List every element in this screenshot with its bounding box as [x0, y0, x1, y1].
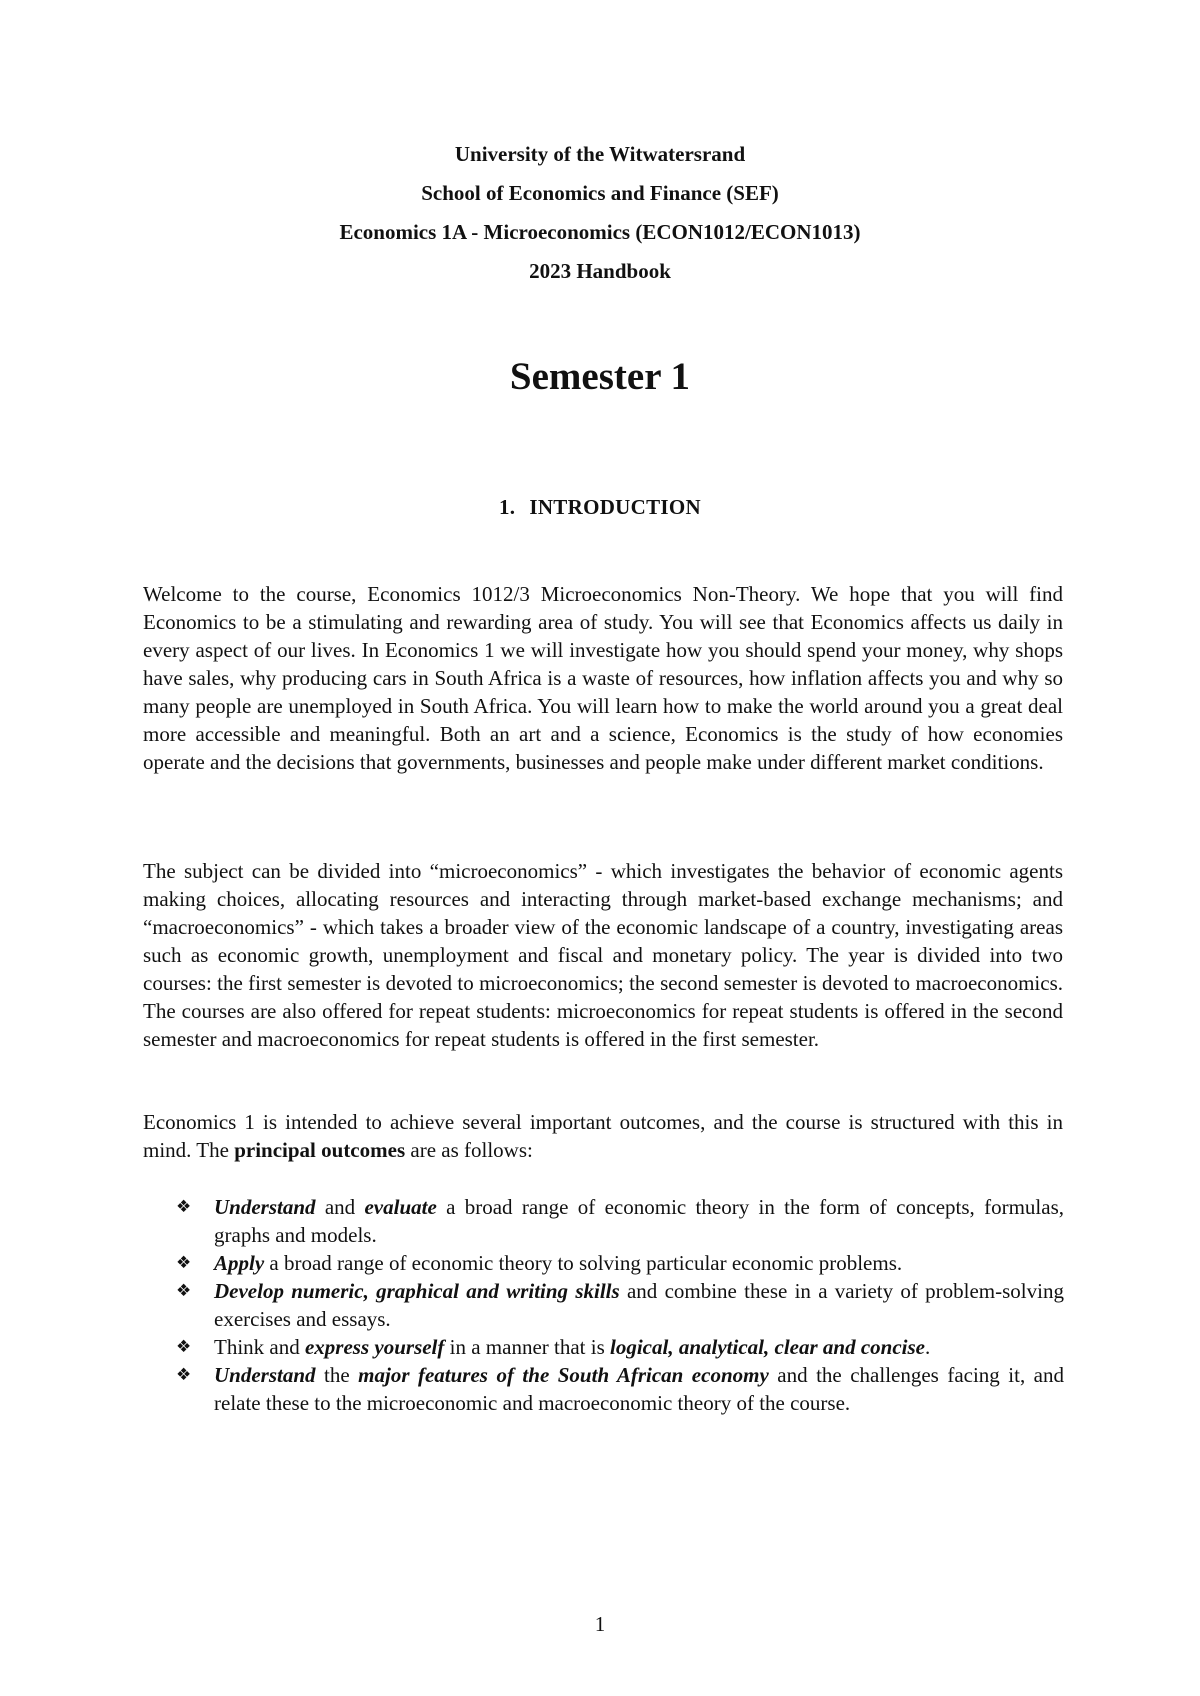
p3-text-end: are as follows:	[405, 1138, 533, 1162]
outcome-text: a broad range of economic theory to solving particular economic problems.	[264, 1251, 903, 1275]
outcome-text: and combine these in a variety of problem-solving exercises and essays.	[214, 1279, 1064, 1331]
outcome-text: a broad range of economic theory in the form of concepts, formulas, graphs and models.	[214, 1195, 1064, 1247]
outcome-emphasis: logical, analytical, clear and concise	[610, 1335, 925, 1359]
document-header	[0, 142, 1200, 298]
principal-outcomes-emphasis: principal outcomes	[234, 1138, 406, 1162]
diamond-bullet-icon: ❖	[176, 1281, 192, 1301]
list-item	[176, 1361, 1064, 1417]
list-item	[176, 1333, 1064, 1361]
outcome-emphasis: Understand	[214, 1195, 316, 1219]
diamond-bullet-icon: ❖	[176, 1337, 192, 1357]
outcome-emphasis: major features of the South African economy	[358, 1363, 769, 1387]
outcome-emphasis: express yourself	[304, 1335, 445, 1359]
outcome-emphasis: Develop numeric, graphical and writing skills	[214, 1279, 620, 1303]
outcome-emphasis: Apply	[214, 1251, 265, 1275]
section-heading	[0, 495, 1200, 520]
list-item	[176, 1249, 1064, 1277]
outcome-text: in a manner that is	[444, 1335, 611, 1359]
intro-paragraph-1: Welcome to the course, Economics 1012/3 Microeconomics Non-Theory. We hope that you will find Economics to be a stimulating and rewarding area of study. You will see that Economics affects us daily in every aspect of our lives. In Economics 1 we will investigate how you should spend your money, why shops have sales, why producing cars in South Africa is a waste of resources, how inflation affects you and why so many people are unemployed in South Africa. You will learn how to make the world around you a great deal more accessible and meaningful. Both an art and a science, Economics is the study of how economies operate and the decisions that governments, businesses and people make under different market conditions.	[143, 582, 1063, 774]
diamond-bullet-icon: ❖	[176, 1197, 192, 1217]
outcome-emphasis: evaluate	[364, 1195, 437, 1219]
list-item	[176, 1277, 1064, 1333]
p3-text-start: Economics 1 is intended to achieve several important outcomes, and the course is structured with this in mind. The	[143, 1110, 1063, 1162]
diamond-bullet-icon: ❖	[176, 1253, 192, 1273]
course-title: Economics 1A - Microeconomics (ECON1012/ECON1013)	[339, 220, 861, 244]
diamond-bullet-icon: ❖	[176, 1365, 192, 1385]
list-item	[176, 1193, 1064, 1249]
section-number: 1.	[499, 495, 516, 519]
intro-paragraph-3	[143, 1108, 1063, 1164]
outcome-text: and	[315, 1195, 365, 1219]
school-name: School of Economics and Finance (SEF)	[421, 181, 779, 205]
page-number: 1	[594, 1612, 606, 1636]
outcome-text: the	[315, 1363, 359, 1387]
outcome-text: and the challenges facing it, and relate these to the microeconomic and macroeconomic theory of the course.	[214, 1363, 1064, 1415]
outcome-text: .	[924, 1335, 931, 1359]
semester-title: Semester 1	[509, 355, 691, 398]
outcomes-list	[176, 1193, 1064, 1417]
handbook-year: 2023 Handbook	[529, 259, 671, 283]
university-name: University of the Witwatersrand	[454, 142, 746, 166]
section-title: INTRODUCTION	[529, 495, 701, 519]
outcome-text: Think and	[214, 1335, 305, 1359]
intro-paragraph-2: The subject can be divided into “microeconomics” - which investigates the behavior of economic agents making choices, allocating resources and interacting through market-based exchange mechanisms; and “macroeconomics” - which takes a broader view of the economic landscape of a country, investigating areas such as economic growth, unemployment and fiscal and monetary policy. The year is divided into two courses: the first semester is devoted to microeconomics; the second semester is devoted to macroeconomics. The courses are also offered for repeat students: microeconomics for repeat students is offered in the second semester and macroeconomics for repeat students is offered in the first semester.	[143, 859, 1063, 1051]
outcome-emphasis: Understand	[214, 1363, 316, 1387]
